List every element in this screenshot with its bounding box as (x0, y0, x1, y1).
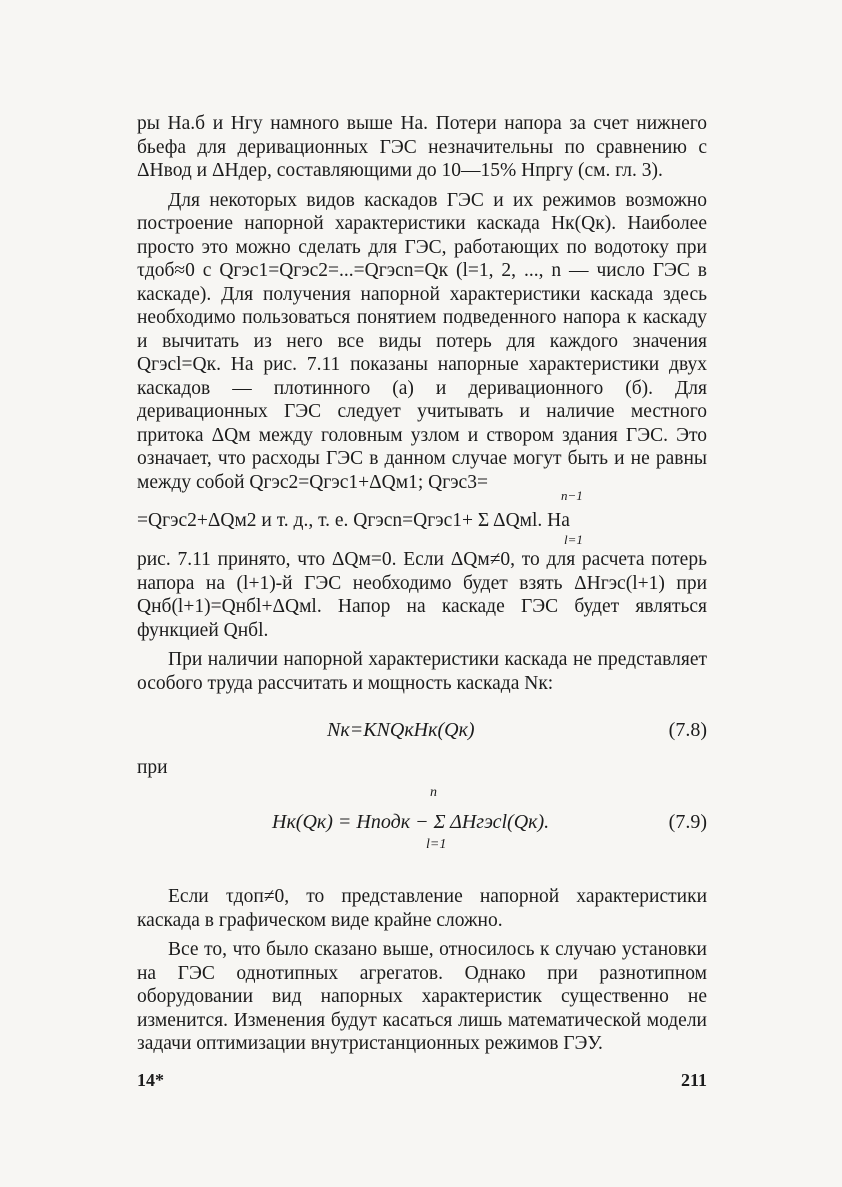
paragraph-3: рис. 7.11 принято, что ΔQм=0. Если ΔQм≠0, то для расчета потерь напора на (l+1)-й ГЭС необходимо будет взять ΔHгэс(l+1) при Qнб(l+1)=Qнбl+ΔQмl. Напор на каскаде ГЭС будет являться функцией Qнбl. (137, 549, 707, 641)
page-number: 211 (680, 1070, 707, 1090)
signature-mark: 14* (137, 1070, 164, 1090)
sum-upper-limit: n−1 (561, 488, 583, 503)
formula-7-9-expression: Hк(Qк) = Hподк − Σ ΔHгэсl(Qк). (272, 811, 550, 833)
label-pri: при (137, 757, 168, 778)
sum-lower-limit: l=1 (564, 532, 583, 547)
paragraph-6: Все то, что было сказано выше, относилось к случаю установки на ГЭС однотипных агрегатов. Однако при разнотипном оборудовании вид напорных характеристик существенно не изменится. Изменения будут касаться лишь математической модели задачи оптимизации внутристанционных режимов ГЭУ. (137, 939, 707, 1054)
formula-7-9-lower-limit: l=1 (426, 837, 447, 852)
formula-7-8-expression: Nк=KNQкHк(Qк) (327, 719, 475, 741)
formula-7-9 (137, 785, 707, 867)
formula-7-8-number: (7.8) (668, 719, 707, 741)
sum-line-text: =Qгэс2+ΔQм2 и т. д., т. е. Qгэсn=Qгэс1+ Σ ΔQмl. На (137, 510, 570, 531)
formula-7-9-number: (7.9) (668, 811, 707, 833)
formula-7-9-upper-limit: n (430, 785, 437, 800)
paragraph-2: Для некоторых видов каскадов ГЭС и их режимов возможно построение напорной характеристики каскада Hк(Qк). Наиболее просто это можно сделать для ГЭС, работающих по водотоку при τдоб≈0 с Qгэс1=Qгэс2=...=Qгэсn=Qк (l=1, 2, ..., n — число ГЭС в каскаде). Для получения напорной характеристики каскада здесь необходимо пользоваться понятием подведенного напора к каскаду и вычитать из него все виды потерь для каждого значения Qгэсl=Qк. На рис. 7.11 показаны напорные характеристики двух каскадов — плотинного (а) и деривационного (б). Для деривационных ГЭС следует учитывать и наличие местного притока ΔQм между головным узлом и створом здания ГЭС. Это означает, что расходы ГЭС в данном случае могут быть и не равны между собой Qгэс2=Qгэс1+ΔQм1; Qгэс3= (137, 189, 707, 493)
paragraph-4: При наличии напорной характеристики каскада не представляет особого труда рассчитать и мощность каскада Nк: (137, 649, 707, 694)
page-body (137, 112, 707, 1056)
formula-7-8 (137, 711, 707, 751)
paragraph-5: Если τдоп≠0, то представление напорной характеристики каскада в графическом виде крайне сложно. (137, 886, 707, 931)
paragraph-1: ры Hа.б и Hгу намного выше Hа. Потери напора за счет нижнего бьефа для деривационных ГЭС незначительны по сравнению с ΔHвод и ΔHдер, составляющими до 10—15% Hпргу (см. гл. 3). (137, 113, 707, 181)
sum-line (137, 488, 707, 548)
